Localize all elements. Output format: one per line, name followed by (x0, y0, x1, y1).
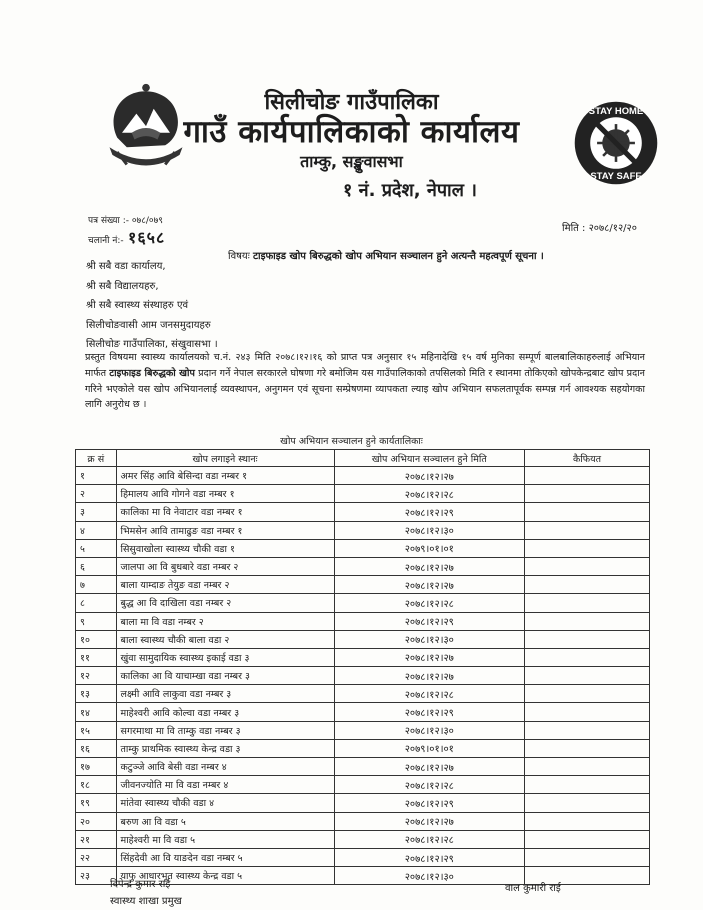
table-row (76, 830, 650, 848)
table-row (76, 503, 650, 521)
col-header-sn: क्र सं (76, 450, 117, 467)
cell-place: खुंवा सामुदायिक स्वास्थ्य इकाई वडा ३ (116, 648, 334, 666)
cell-sn: १० (76, 630, 117, 648)
table-row (76, 648, 650, 666)
cell-remarks (525, 812, 650, 830)
cell-place: ताम्कु प्राथमिक स्वास्थ्य केन्द्र वडा ३ (116, 739, 334, 757)
cell-date: २०७८।१२।२९ (334, 703, 525, 721)
table-row (76, 576, 650, 594)
addressee-item: सिलीचोङवासी आम जनसमुदायहरु (86, 319, 211, 331)
col-header-date: खोप अभियान सञ्चालन हुने मिति (334, 450, 525, 467)
dispatch-label: चलानी नं:- (88, 236, 124, 246)
cell-date: २०७८।१२।२७ (334, 467, 525, 485)
addressee-item: श्री सबै स्वास्थ्य संस्थाहरु एवं (86, 300, 189, 311)
cell-date: २०७८।१२।३० (334, 630, 525, 648)
cell-sn: १ (76, 467, 117, 485)
cell-remarks (525, 557, 650, 575)
cell-place: बुद्ध आ वि दाखिला वडा नम्बर २ (116, 594, 334, 612)
cell-remarks (525, 503, 650, 521)
letter-date: मिति : २०७८/१२/२० (562, 223, 637, 234)
cell-sn: १४ (76, 703, 117, 721)
addressee-list (86, 257, 218, 355)
cell-remarks (525, 648, 650, 666)
cell-date: २०७८।१२।२७ (334, 758, 525, 776)
cell-remarks (525, 612, 650, 630)
cell-place: मांतेवा स्वास्थ्य चौकी वडा ४ (116, 794, 334, 812)
addressee-item: श्री सबै विद्यालयहरु, (86, 280, 159, 292)
cell-place: भिमसेन आवि तामाढुङ वडा नम्बर १ (116, 521, 334, 539)
cell-remarks (525, 521, 650, 539)
cell-place: अमर सिंह आवि बेसिन्दा वडा नम्बर १ (116, 467, 334, 485)
badge-top-text: STAY HOME (588, 105, 644, 117)
cell-place: बरुण आ वि वडा ५ (116, 812, 334, 830)
table-row (76, 685, 650, 703)
table-row (76, 612, 650, 630)
cell-date: २०७८।१२।२८ (334, 594, 525, 612)
cell-remarks (525, 758, 650, 776)
cell-date: २०७८।१२।२९ (334, 794, 525, 812)
cell-place: सगरमाथा मा वि ताम्कु वडा नम्बर ३ (116, 721, 334, 739)
cell-remarks (525, 630, 650, 648)
cell-place: माहेश्वरी आवि कोल्वा वडा नम्बर ३ (116, 703, 334, 721)
cell-place: बाला याम्दाङ तेयुङ वडा नम्बर २ (116, 576, 334, 594)
cell-date: २०७८।१२।२८ (334, 776, 525, 794)
municipality-name: सिलीचोङ गाउँपालिका (264, 90, 439, 115)
cell-sn: ५ (76, 539, 117, 557)
cell-sn: २१ (76, 830, 117, 848)
cell-sn: २ (76, 485, 117, 503)
cell-remarks (525, 703, 650, 721)
cell-date: २०७८।१२।३० (334, 721, 525, 739)
table-row (76, 594, 650, 612)
cell-place: बाला स्वास्थ्य चौकी बाला वडा २ (116, 630, 334, 648)
table-row (76, 667, 650, 685)
cell-place: जीवनज्योति मा वि वडा नम्बर ४ (116, 776, 334, 794)
table-row (76, 630, 650, 648)
cell-sn: १३ (76, 685, 117, 703)
cell-remarks (525, 467, 650, 485)
body-text-part: प्रस्तुत विषयमा स्वास्थ्य कार्यालयको च.नं. २४३ मिति २०७८।१२।१६ को प्राप्त पत्र अनुसार १५ महिनादेखि १५ वर्ष मुनिका सम्पूर्ण बालबालिकाहरुलाई अभियान मार्फत (85, 352, 645, 379)
cell-sn: २० (76, 812, 117, 830)
cell-date: २०७८।१२।२७ (334, 812, 525, 830)
cell-date: २०७८।१२।२८ (334, 685, 525, 703)
addressee-item: श्री सबै वडा कार्यालय, (86, 261, 166, 272)
table-title: खोप अभियान सञ्चालन हुने कार्यतालिकाः (280, 436, 423, 447)
body-text-part: प्रदान गर्ने नेपाल सरकारले घोषणा गरे बमोजिम यस गाउँपालिकाको तपसिलको मिति र स्थानमा तोकिएको खोपकेन्द्रबाट खोप प्रदान गरिने भएकोले यस खोप अभियानलाई व्यवस्थापन, अनुगमन एवं सूचना सम्प्रेषणमा व्यापकता ल्याइ खोप अभियान सफलतापूर्वक सम्पन्न गर्न आवश्यक सहयोगका लागि अनुरोध छ । (85, 367, 645, 411)
cell-date: २०७८।१२।२९ (334, 848, 525, 866)
cell-place: याफु आधारभूत स्वास्थ्य केन्द्र वडा ५ (116, 867, 334, 885)
subject-text: टाइफाइड खोप बिरुद्धको खोप अभियान सञ्चालन हुने अत्यन्तै महत्वपूर्ण सूचना । (252, 251, 544, 262)
table-row (76, 794, 650, 812)
cell-place: कटुञ्जे आवि बेसी वडा नम्बर ४ (116, 758, 334, 776)
cell-remarks (525, 485, 650, 503)
office-title: गाउँ कार्यपालिकाको कार्यालय (183, 114, 520, 150)
cell-sn: १६ (76, 739, 117, 757)
table-row (76, 557, 650, 575)
cell-place: हिमालय आवि गोगने वडा नम्बर १ (116, 485, 334, 503)
table-row (76, 758, 650, 776)
cell-sn: ६ (76, 557, 117, 575)
cell-place: कालिका आ वि याचाम्खा वडा नम्बर ३ (116, 667, 334, 685)
cell-place: बाला मा वि वडा नम्बर २ (116, 612, 334, 630)
cell-sn: १९ (76, 794, 117, 812)
cell-sn: ३ (76, 503, 117, 521)
col-header-place: खोप लगाइने स्थानः (116, 450, 334, 467)
cell-sn: ९ (76, 612, 117, 630)
schedule-table (75, 449, 650, 885)
table-row (76, 848, 650, 866)
table-row (76, 521, 650, 539)
body-paragraph (85, 350, 645, 413)
cell-date: २०७८।१२।२८ (334, 485, 525, 503)
cell-remarks (525, 539, 650, 557)
cell-remarks (525, 776, 650, 794)
cell-remarks (525, 576, 650, 594)
cell-sn: १८ (76, 776, 117, 794)
cell-date: २०७८।१२।२९ (334, 612, 525, 630)
cell-remarks (525, 848, 650, 866)
dispatch-number: १६५८ (128, 228, 166, 247)
cell-remarks (525, 794, 650, 812)
cell-date: २०७९।०१।०१ (334, 539, 525, 557)
cell-date: २०७८।१२।२७ (334, 648, 525, 666)
subject-line (228, 248, 544, 262)
addressee-item: सिलीचोङ गाउँपालिका, संखुवासभा । (86, 339, 218, 350)
cell-date: २०७८।१२।२७ (334, 667, 525, 685)
body-text-bold: टाइफाइड बिरुद्धको खोप (109, 367, 195, 379)
table-row (76, 703, 650, 721)
cell-place: माहेश्वरी मा वि वडा ५ (116, 830, 334, 848)
table-row (76, 812, 650, 830)
cell-place: लक्ष्मी आवि लाकुवा वडा नम्बर ३ (116, 685, 334, 703)
cell-date: २०७९।०१।०१ (334, 739, 525, 757)
cell-remarks (525, 667, 650, 685)
signatory-name-left: दिपेन्द्र कुमार राई (110, 879, 171, 890)
cell-place: सिंहदेवी आ वि याङदेन वडा नम्बर ५ (116, 848, 334, 866)
cell-sn: १२ (76, 667, 117, 685)
table-row (76, 539, 650, 557)
table-header-row (76, 450, 650, 467)
table-row (76, 739, 650, 757)
cell-sn: २३ (76, 867, 117, 885)
signatory-title-left: स्वास्थ्य शाखा प्रमुख (110, 896, 182, 907)
province-line: १ नं. प्रदेश, नेपाल । (342, 180, 478, 201)
cell-date: २०७८।१२।३० (334, 867, 525, 885)
cell-sn: १५ (76, 721, 117, 739)
table-row (76, 776, 650, 794)
cell-date: २०७८।१२।२९ (334, 503, 525, 521)
cell-remarks (525, 830, 650, 848)
cell-date: २०७८।१२।३० (334, 521, 525, 539)
cell-sn: ८ (76, 594, 117, 612)
cell-place: जालपा आ वि बुधबारे वडा नम्बर २ (116, 557, 334, 575)
cell-sn: ७ (76, 576, 117, 594)
cell-remarks (525, 721, 650, 739)
cell-sn: २२ (76, 848, 117, 866)
signatory-name-right: वाल कुमारी राई (505, 883, 561, 894)
table-row (76, 467, 650, 485)
cell-place: सिसुवाखोला स्वास्थ्य चौकी वडा १ (116, 539, 334, 557)
stay-home-badge (573, 100, 659, 186)
letter-number: पत्र संख्या :- ०७८/०७९ (88, 216, 163, 226)
cell-sn: ४ (76, 521, 117, 539)
cell-date: २०७८।१२।२८ (334, 830, 525, 848)
subject-label: विषयः (228, 251, 250, 262)
cell-sn: १७ (76, 758, 117, 776)
cell-date: २०७८।१२।२७ (334, 557, 525, 575)
cell-sn: ११ (76, 648, 117, 666)
cell-remarks (525, 594, 650, 612)
table-row (76, 485, 650, 503)
col-header-remarks: कैफियत (525, 450, 650, 467)
badge-bottom-text: STAY SAFE (590, 171, 642, 183)
cell-date: २०७८।१२।२७ (334, 576, 525, 594)
cell-remarks (525, 739, 650, 757)
office-location: ताम्कु, सङ्खुवासभा (300, 152, 403, 171)
cell-remarks (525, 685, 650, 703)
cell-place: कालिका मा वि नेवाटार वडा नम्बर १ (116, 503, 334, 521)
table-row (76, 721, 650, 739)
